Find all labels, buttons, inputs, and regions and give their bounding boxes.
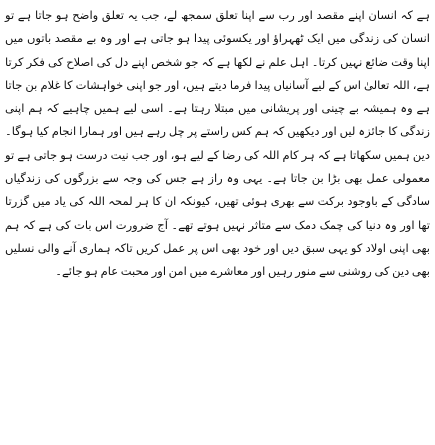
body-paragraph: ہے کہ انسان اپنے مقصد اور رب سے اپنا تعلق سمجھ لے، جب یہ تعلق واضح ہو جاتا ہے تو انسان کی زندگی میں ایک ٹھہراؤ اور یکسوئی پیدا ہو جاتی ہے اور وہ بے مقصد باتوں میں اپنا وقت ضائع نہیں کرتا۔ اہل علم نے لکھا ہے کہ جو شخص اپنے دل کی اصلاح کی فکر کرتا ہے، اللہ تعالیٰ اس کے لیے آسانیاں پیدا فرما دیتے ہیں، اور جو اپنی خواہشات کا غلام بن جاتا ہے وہ ہمیشہ بے چینی اور پریشانی میں مبتلا رہتا ہے۔ اسی لیے ہمیں چاہیے کہ ہم اپنی زندگی کا جائزہ لیں اور دیکھیں کہ ہم کس راستے پر چل رہے ہیں اور ہمارا انجام کیا ہوگا۔ دین ہمیں سکھاتا ہے کہ ہر کام اللہ کی رضا کے لیے ہو، اور جب نیت درست ہو جاتی ہے تو معمولی عمل بھی بڑا بن جاتا ہے۔ یہی وہ راز ہے جس کی وجہ سے بزرگوں کی زندگیاں سادگی کے باوجود برکت سے بھری ہوئی تھیں، کیونکہ ان کا ہر لمحہ اللہ کی یاد میں گزرتا تھا اور وہ دنیا کی چمک دمک سے متاثر نہیں ہوتے تھے۔ آج ضرورت اس بات کی ہے کہ ہم بھی اپنی اولاد کو یہی سبق دیں اور خود بھی اس پر عمل کریں تاکہ ہماری آنے والی نسلیں بھی دین کی روشنی سے منور رہیں اور معاشرے میں امن اور محبت عام ہو جائے۔: [5, 8, 430, 279]
